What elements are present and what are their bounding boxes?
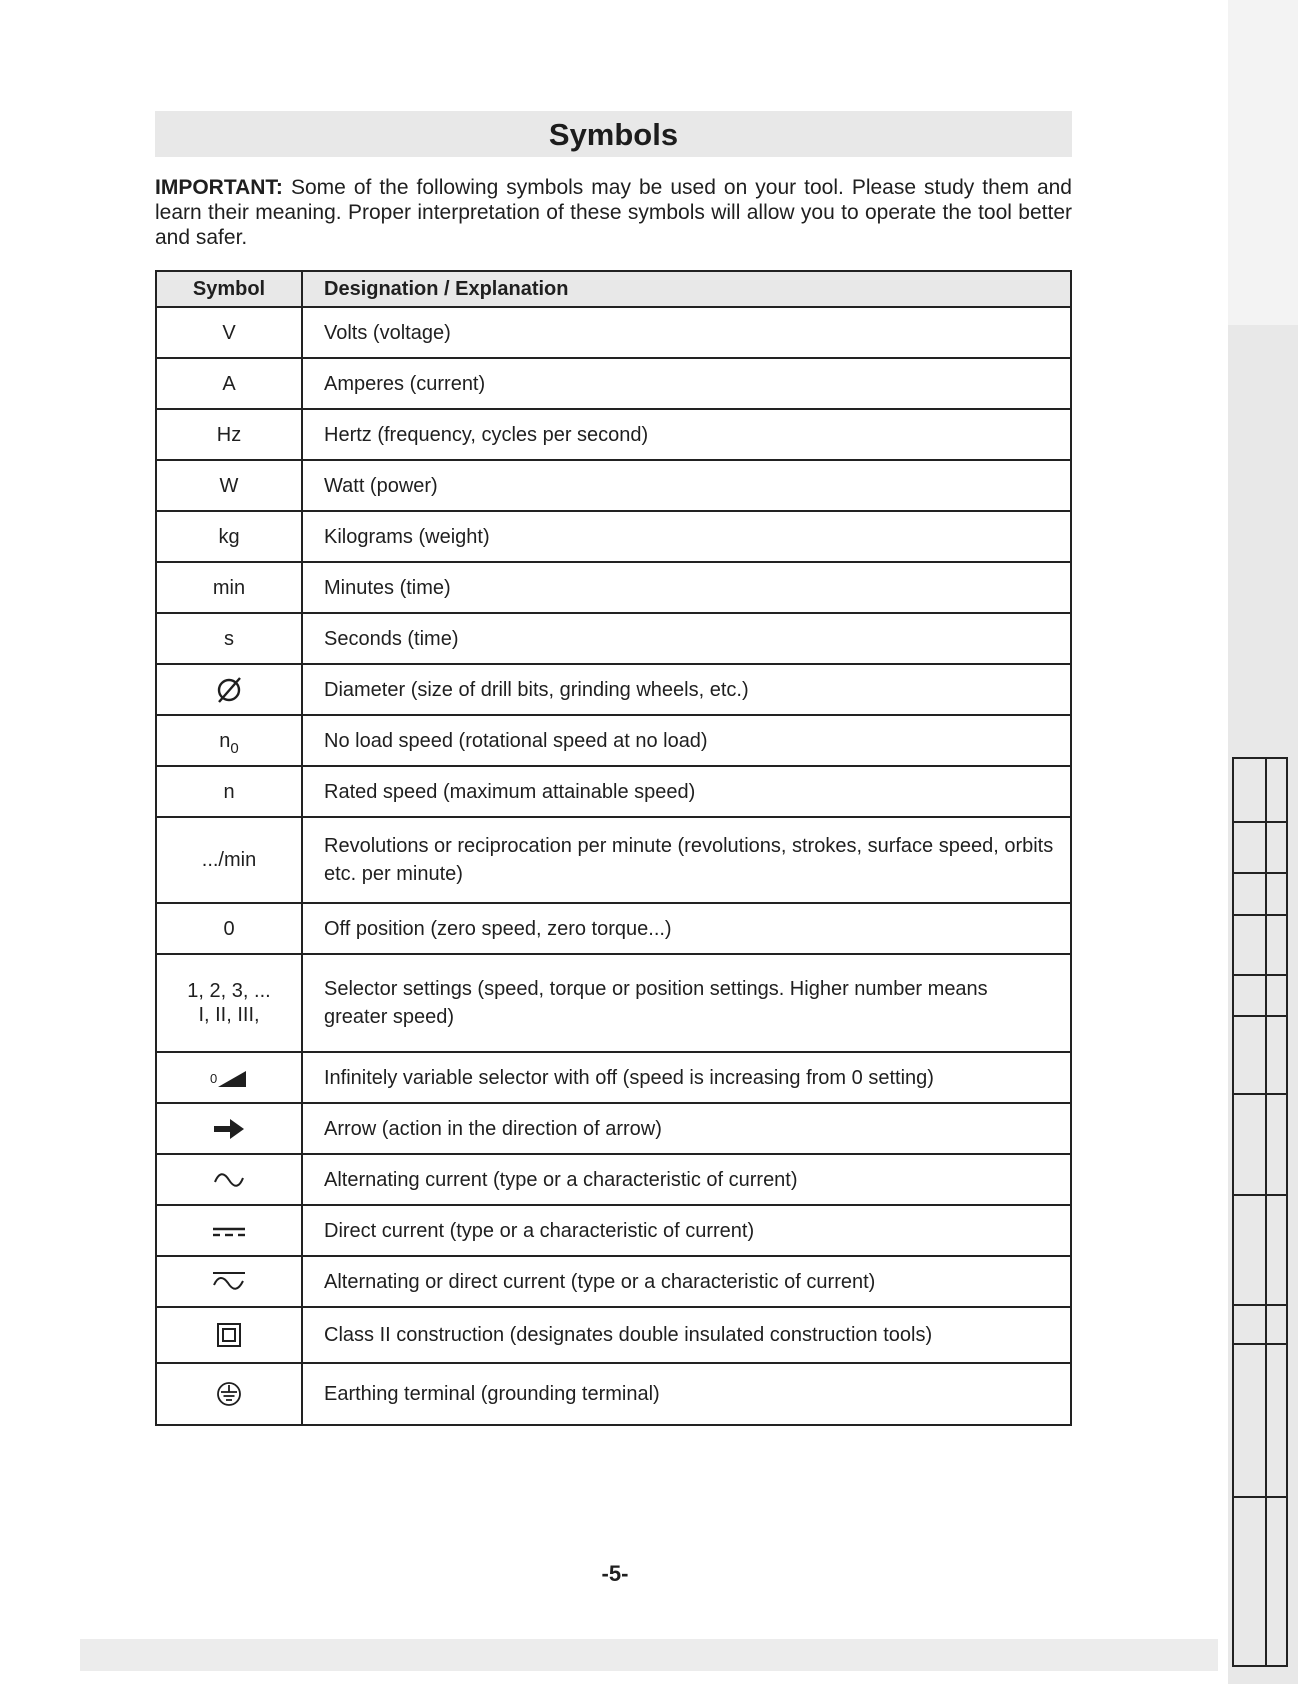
direct-current-icon bbox=[211, 1221, 247, 1241]
thumb-index-tabs bbox=[1232, 757, 1288, 1667]
symbol-cell bbox=[156, 613, 302, 664]
symbol-cell bbox=[156, 460, 302, 511]
explanation-cell: Watt (power) bbox=[302, 460, 1071, 511]
explanation-cell: Arrow (action in the direction of arrow) bbox=[302, 1103, 1071, 1154]
header-symbol: Symbol bbox=[156, 271, 302, 307]
explanation-cell: Off position (zero speed, zero torque...) bbox=[302, 903, 1071, 954]
table-row bbox=[156, 1052, 1071, 1103]
symbol-text: A bbox=[222, 372, 236, 395]
symbol-cell bbox=[156, 817, 302, 903]
explanation-cell: Minutes (time) bbox=[302, 562, 1071, 613]
symbol-text: 0 bbox=[223, 917, 235, 940]
table-row bbox=[156, 1154, 1071, 1205]
symbol-cell bbox=[156, 1205, 302, 1256]
intro-text: Some of the following symbols may be used on your tool. Please study them and learn their meaning. Proper interpretation of these symbols will allow you to operate the tool better and safer. bbox=[155, 176, 1072, 249]
intro-paragraph bbox=[155, 175, 1072, 250]
table-row bbox=[156, 715, 1071, 766]
symbol-cell bbox=[156, 1103, 302, 1154]
arrow-right-icon bbox=[212, 1117, 246, 1141]
table-row bbox=[156, 613, 1071, 664]
table-row bbox=[156, 562, 1071, 613]
table-row bbox=[156, 664, 1071, 715]
variable-selector-icon bbox=[209, 1067, 249, 1089]
explanation-cell: Earthing terminal (grounding terminal) bbox=[302, 1363, 1071, 1425]
table-row bbox=[156, 511, 1071, 562]
table-row bbox=[156, 1103, 1071, 1154]
explanation-cell: Selector settings (speed, torque or position settings. Higher number means greater speed) bbox=[302, 954, 1071, 1052]
explanation-cell: Alternating current (type or a characteristic of current) bbox=[302, 1154, 1071, 1205]
page-bottom-bar bbox=[80, 1639, 1218, 1671]
symbol-cell bbox=[156, 1154, 302, 1205]
table-row bbox=[156, 1363, 1071, 1425]
symbol-cell bbox=[156, 307, 302, 358]
table-row bbox=[156, 1256, 1071, 1307]
symbol-cell bbox=[156, 1307, 302, 1363]
explanation-cell: Hertz (frequency, cycles per second) bbox=[302, 409, 1071, 460]
explanation-cell: Alternating or direct current (type or a characteristic of current) bbox=[302, 1256, 1071, 1307]
table-row bbox=[156, 766, 1071, 817]
symbol-text: 1, 2, 3, ... bbox=[187, 980, 271, 1002]
explanation-cell: Kilograms (weight) bbox=[302, 511, 1071, 562]
symbol-cell bbox=[156, 1363, 302, 1425]
symbol-cell bbox=[156, 954, 302, 1052]
symbol-text: n bbox=[223, 780, 235, 803]
variable-selector-zero: 0 bbox=[210, 1070, 218, 1086]
explanation-cell: Rated speed (maximum attainable speed) bbox=[302, 766, 1071, 817]
ac-dc-icon bbox=[211, 1269, 247, 1295]
explanation-cell: Volts (voltage) bbox=[302, 307, 1071, 358]
symbol-cell bbox=[156, 1256, 302, 1307]
explanation-cell: Direct current (type or a characteristic of current) bbox=[302, 1205, 1071, 1256]
explanation-cell: Class II construction (designates double insulated construction tools) bbox=[302, 1307, 1071, 1363]
table-row bbox=[156, 358, 1071, 409]
alternating-current-icon bbox=[212, 1168, 246, 1192]
table-row bbox=[156, 1307, 1071, 1363]
table-row bbox=[156, 409, 1071, 460]
symbol-cell bbox=[156, 409, 302, 460]
symbol-text: min bbox=[212, 576, 246, 599]
earthing-icon bbox=[215, 1380, 243, 1408]
page-title: Symbols bbox=[548, 117, 679, 152]
class-ii-icon bbox=[215, 1321, 243, 1349]
title-bar bbox=[155, 111, 1072, 157]
symbol-text: .../min bbox=[201, 849, 257, 871]
symbol-cell bbox=[156, 358, 302, 409]
symbol-text: Hz bbox=[216, 423, 242, 446]
symbol-cell bbox=[156, 1052, 302, 1103]
symbol-subscript: 0 bbox=[230, 739, 239, 757]
symbol-cell bbox=[156, 766, 302, 817]
symbol-cell bbox=[156, 715, 302, 766]
table-row bbox=[156, 1205, 1071, 1256]
explanation-cell: Diameter (size of drill bits, grinding wheels, etc.) bbox=[302, 664, 1071, 715]
table-row bbox=[156, 307, 1071, 358]
symbol-cell bbox=[156, 664, 302, 715]
explanation-cell: Infinitely variable selector with off (speed is increasing from 0 setting) bbox=[302, 1052, 1071, 1103]
intro-lead: IMPORTANT: bbox=[155, 176, 283, 199]
table-row bbox=[156, 954, 1071, 1052]
symbol-text-line2: I, II, III, bbox=[198, 1004, 260, 1026]
symbol-cell bbox=[156, 903, 302, 954]
table-header-row bbox=[156, 271, 1071, 307]
symbol-text: kg bbox=[218, 525, 240, 548]
diameter-icon bbox=[214, 675, 244, 705]
page-number: -5- bbox=[601, 1561, 629, 1586]
explanation-cell: Seconds (time) bbox=[302, 613, 1071, 664]
table-row bbox=[156, 460, 1071, 511]
explanation-cell: Amperes (current) bbox=[302, 358, 1071, 409]
table-row bbox=[156, 817, 1071, 903]
symbol-text: W bbox=[219, 474, 239, 497]
symbol-cell bbox=[156, 511, 302, 562]
symbol-text: V bbox=[222, 321, 236, 344]
table-row bbox=[156, 903, 1071, 954]
header-explanation: Designation / Explanation bbox=[302, 271, 1071, 307]
symbol-text: n bbox=[219, 729, 231, 752]
symbol-text: s bbox=[224, 627, 234, 650]
symbol-cell bbox=[156, 562, 302, 613]
symbols-table bbox=[155, 270, 1072, 1426]
explanation-cell: No load speed (rotational speed at no load) bbox=[302, 715, 1071, 766]
explanation-cell: Revolutions or reciprocation per minute (revolutions, strokes, surface speed, orbits etc. per minute) bbox=[302, 817, 1071, 903]
